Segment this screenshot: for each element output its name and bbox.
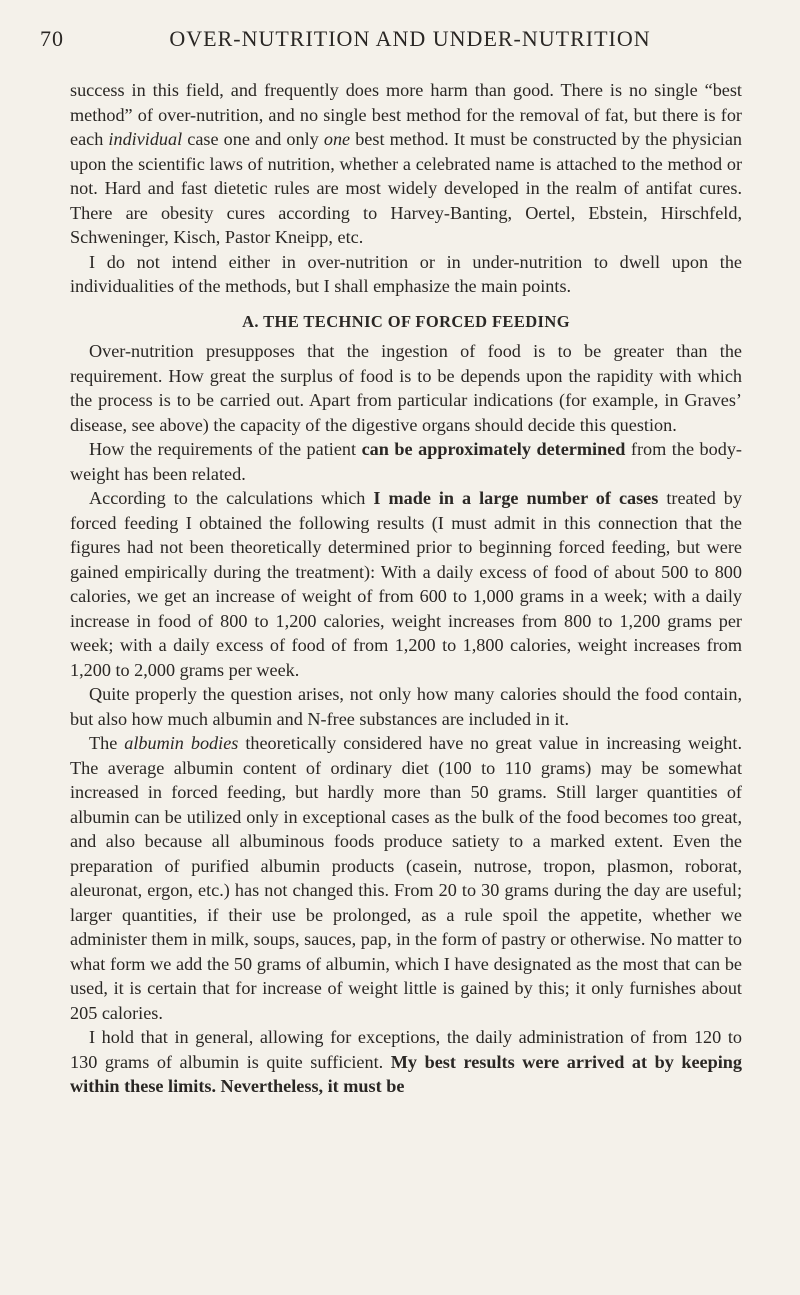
paragraph-5: According to the calculations which I made in a large number of cases treated by forced feeding I obtained the following results (I must admit in this connection that the figures had not been theoretically determined prior to beginning forced feeding, but were gained empirically during the treatment): With a daily excess of food of about 500 to 800 calories, we get an increase of weight of from 600 to 1,000 grams in a week; with a daily increase in food of 800 to 1,200 calories, weight increases from 800 to 1,200 grams per week; with a daily excess of food of from 1,200 to 1,800 calories, weight increases from 1,200 to 2,000 grams per week. xyxy=(70,488,742,680)
paragraph-6: Quite properly the question arises, not only how many calories should the food contain, but also how much albumin and N-free substances are included in it. xyxy=(70,684,742,729)
emphasis-one: one xyxy=(323,129,351,149)
paragraph-2: I do not intend either in over-nutrition or in under-nutrition to dwell upon the individualities of the methods, but I shall emphasize the main points. xyxy=(70,251,742,296)
paragraph-4: How the requirements of the patient can be approximately determined from the body-weight has been related. xyxy=(70,439,742,484)
paragraph-7: The albumin bodies theoretically considered have no great value in increasing weight. The average albumin content of ordinary diet (100 to 110 grams) may be somewhat increased in forced feeding, but hardly more than 50 grams. Still larger quantities of albumin can be utilized only in exceptional cases as the bulk of the food becomes too great, and also because all albuminous foods produce satiety to a marked extent. Even the preparation of purified albumin products (casein, nutrose, tropon, plasmon, roborat, aleuronat, ergon, etc.) has not changed this. From 20 to 30 grams during the day are useful; larger quantities, if their use be prolonged, as a rule spoil the appetite, whether we administer them in milk, soups, sauces, pap, in the form of pastry or otherwise. No matter to what form we add the 50 grams of albumin, which I have designated as the most that can be used, it is certain that for increase of weight little is gained by this; it only furnishes about 205 calories. xyxy=(70,733,742,1023)
emphasis-individual: individual xyxy=(108,129,183,149)
running-title: OVER-NUTRITION AND UNDER-NUTRITION xyxy=(169,26,651,51)
running-header xyxy=(40,26,760,58)
paragraph-3: Over-nutrition presupposes that the ingestion of food is to be greater than the requirement. How great the surplus of food is to be depends upon the rapidity with which the process is to be carried out. Apart from particular indications (for example, in Graves’ disease, see above) the capacity of the digestive organs should decide this question. xyxy=(70,341,742,435)
paragraph-8: I hold that in general, allowing for exceptions, the daily administration of from 120 to 130 grams of albumin is quite sufficient. My best results were arrived at by keeping within these limits. Nevertheless, it must be xyxy=(70,1027,743,1096)
paragraph-1: success in this field, and frequently does more harm than good. There is no single “best method” of over-nutrition, and no single best method for the removal of fat, but there is for each individual case one and only one best method. It must be constructed by the physician upon the scientific laws of nutrition, whether a celebrated name is attached to the method or not. Hard and fast dietetic rules are most widely developed in the realm of antifat cures. There are obesity cures according to Harvey-Banting, Oertel, Ebstein, Hirschfeld, Schweninger, Kisch, Pastor Kneipp, etc. xyxy=(70,80,742,247)
page-number: 70 xyxy=(40,26,64,51)
emphasis-albumin-bodies: albumin bodies xyxy=(124,733,239,753)
section-heading: A. THE TECHNIC OF FORCED FEEDING xyxy=(242,311,570,331)
body-text xyxy=(70,78,742,1099)
